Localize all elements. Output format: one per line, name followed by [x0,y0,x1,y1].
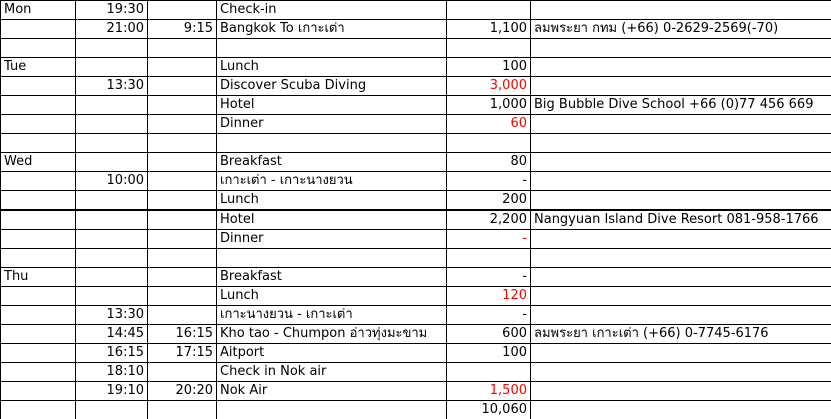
depart-time-cell[interactable] [76,153,148,172]
activity-cell[interactable]: Lunch [217,58,447,77]
depart-time-cell[interactable] [76,249,148,268]
activity-cell[interactable]: Check-in [217,1,447,20]
activity-cell[interactable]: Hotel [217,96,447,115]
table-row [1,191,831,211]
day-cell[interactable] [1,363,76,382]
depart-time-cell[interactable]: 13:30 [76,306,148,325]
contact-note-cell[interactable] [531,77,831,96]
amount-cell[interactable]: - [447,306,531,325]
table-row [1,39,831,58]
arrive-time-cell[interactable] [148,363,217,382]
arrive-time-cell[interactable] [148,230,217,249]
amount-cell[interactable]: 60 [447,115,531,134]
amount-cell[interactable]: 200 [447,191,531,211]
amount-cell[interactable] [447,39,531,58]
table-row [1,115,831,134]
table-row [1,20,831,39]
amount-cell[interactable] [447,1,531,20]
activity-cell[interactable]: Dinner [217,115,447,134]
arrive-time-cell[interactable] [148,191,217,211]
amount-cell[interactable]: 3,000 [447,77,531,96]
arrive-time-cell[interactable] [148,268,217,287]
depart-time-cell[interactable] [76,401,148,419]
arrive-time-cell[interactable] [148,58,217,77]
day-cell[interactable] [1,96,76,115]
depart-time-cell[interactable]: 10:00 [76,172,148,191]
contact-note-cell[interactable]: ลมพระยา กทม (+66) 0-2629-2569(-70) [531,20,831,39]
day-cell[interactable] [1,306,76,325]
contact-note-cell[interactable] [531,268,831,287]
arrive-time-cell[interactable] [148,134,217,153]
arrive-time-cell[interactable] [148,153,217,172]
depart-time-cell[interactable] [76,191,148,211]
contact-note-cell[interactable] [531,153,831,172]
day-cell[interactable] [1,134,76,153]
spreadsheet-body [1,1,831,419]
day-cell[interactable] [1,401,76,419]
activity-cell[interactable]: Lunch [217,287,447,306]
day-cell[interactable] [1,230,76,249]
depart-time-cell[interactable]: 16:15 [76,344,148,363]
contact-note-cell[interactable] [531,172,831,191]
day-cell[interactable] [1,287,76,306]
amount-cell[interactable]: 2,200 [447,210,531,230]
activity-cell[interactable]: Kho tao - Chumpon อ่าวทุ่งมะขาม [217,325,447,344]
table-row [1,58,831,77]
contact-note-cell[interactable] [531,249,831,268]
day-cell[interactable] [1,382,76,401]
arrive-time-cell[interactable]: 9:15 [148,20,217,39]
activity-cell[interactable]: Nok Air [217,382,447,401]
contact-note-cell[interactable] [531,401,831,419]
table-row [1,363,831,382]
contact-note-cell[interactable] [531,287,831,306]
amount-cell[interactable]: 10,060 [447,401,531,419]
depart-time-cell[interactable] [76,115,148,134]
activity-cell[interactable]: Dinner [217,230,447,249]
contact-note-cell[interactable] [531,134,831,153]
amount-cell[interactable]: 100 [447,344,531,363]
amount-cell[interactable]: 1,500 [447,382,531,401]
amount-cell[interactable]: 100 [447,58,531,77]
arrive-time-cell[interactable] [148,210,217,230]
contact-note-cell[interactable] [531,344,831,363]
table-row [1,401,831,419]
activity-cell[interactable] [217,401,447,419]
amount-cell[interactable]: 1,000 [447,96,531,115]
day-cell[interactable] [1,191,76,211]
contact-note-cell[interactable] [531,230,831,249]
day-cell[interactable] [1,249,76,268]
arrive-time-cell[interactable]: 20:20 [148,382,217,401]
table-row [1,1,831,20]
activity-cell[interactable] [217,249,447,268]
day-cell[interactable] [1,210,76,230]
contact-note-cell[interactable]: Nangyuan Island Dive Resort 081-958-1766 [531,210,831,230]
amount-cell[interactable]: 1,100 [447,20,531,39]
depart-time-cell[interactable]: 19:30 [76,1,148,20]
amount-cell[interactable] [447,363,531,382]
activity-cell[interactable]: Breakfast [217,268,447,287]
depart-time-cell[interactable] [76,134,148,153]
activity-cell[interactable]: Breakfast [217,153,447,172]
arrive-time-cell[interactable] [148,115,217,134]
day-cell[interactable] [1,115,76,134]
arrive-time-cell[interactable] [148,401,217,419]
depart-time-cell[interactable]: 18:10 [76,363,148,382]
activity-cell[interactable] [217,39,447,58]
activity-cell[interactable]: เกาะเต่า - เกาะนางยวน [217,172,447,191]
day-cell[interactable]: Thu [1,268,76,287]
arrive-time-cell[interactable] [148,39,217,58]
contact-note-cell[interactable] [531,306,831,325]
table-row [1,230,831,249]
amount-cell[interactable] [447,134,531,153]
depart-time-cell[interactable] [76,268,148,287]
arrive-time-cell[interactable] [148,287,217,306]
day-cell[interactable]: Wed [1,153,76,172]
contact-note-cell[interactable] [531,1,831,20]
depart-time-cell[interactable] [76,96,148,115]
depart-time-cell[interactable] [76,39,148,58]
table-row [1,210,831,230]
day-cell[interactable] [1,325,76,344]
depart-time-cell[interactable] [76,58,148,77]
amount-cell[interactable]: 600 [447,325,531,344]
table-row [1,268,831,287]
contact-note-cell[interactable] [531,115,831,134]
arrive-time-cell[interactable] [148,77,217,96]
depart-time-cell[interactable] [76,210,148,230]
depart-time-cell[interactable]: 21:00 [76,20,148,39]
day-cell[interactable] [1,39,76,58]
arrive-time-cell[interactable]: 17:15 [148,344,217,363]
amount-cell[interactable]: - [447,268,531,287]
day-cell[interactable]: Tue [1,58,76,77]
day-cell[interactable] [1,77,76,96]
depart-time-cell[interactable]: 19:10 [76,382,148,401]
table-row [1,249,831,268]
arrive-time-cell[interactable] [148,172,217,191]
activity-cell[interactable]: Bangkok To เกาะเต่า [217,20,447,39]
table-row [1,325,831,344]
arrive-time-cell[interactable] [148,96,217,115]
day-cell[interactable] [1,344,76,363]
activity-cell[interactable]: Aitport [217,344,447,363]
depart-time-cell[interactable]: 14:45 [76,325,148,344]
depart-time-cell[interactable] [76,287,148,306]
day-cell[interactable] [1,172,76,191]
arrive-time-cell[interactable] [148,306,217,325]
contact-note-cell[interactable] [531,191,831,211]
amount-cell[interactable]: - [447,230,531,249]
table-row [1,96,831,115]
contact-note-cell[interactable] [531,382,831,401]
amount-cell[interactable] [447,249,531,268]
table-row [1,344,831,363]
table-row [1,306,831,325]
amount-cell[interactable]: 120 [447,287,531,306]
table-row [1,134,831,153]
arrive-time-cell[interactable] [148,1,217,20]
table-row [1,153,831,172]
arrive-time-cell[interactable] [148,249,217,268]
day-cell[interactable] [1,20,76,39]
activity-cell[interactable] [217,134,447,153]
amount-cell[interactable]: - [447,172,531,191]
contact-note-cell[interactable] [531,39,831,58]
depart-time-cell[interactable]: 13:30 [76,77,148,96]
activity-cell[interactable]: Lunch [217,191,447,211]
activity-cell[interactable]: เกาะนางยวน - เกาะเต่า [217,306,447,325]
activity-cell[interactable]: Discover Scuba Diving [217,77,447,96]
table-row [1,287,831,306]
contact-note-cell[interactable]: ลมพระยา เกาะเต่า (+66) 0-7745-6176 [531,325,831,344]
contact-note-cell[interactable] [531,363,831,382]
activity-cell[interactable]: Hotel [217,210,447,230]
arrive-time-cell[interactable]: 16:15 [148,325,217,344]
table-row [1,77,831,96]
activity-cell[interactable]: Check in Nok air [217,363,447,382]
amount-cell[interactable]: 80 [447,153,531,172]
day-cell[interactable]: Mon [1,1,76,20]
table-row [1,172,831,191]
table-row [1,382,831,401]
contact-note-cell[interactable] [531,58,831,77]
depart-time-cell[interactable] [76,230,148,249]
contact-note-cell[interactable]: Big Bubble Dive School +66 (0)77 456 669 [531,96,831,115]
